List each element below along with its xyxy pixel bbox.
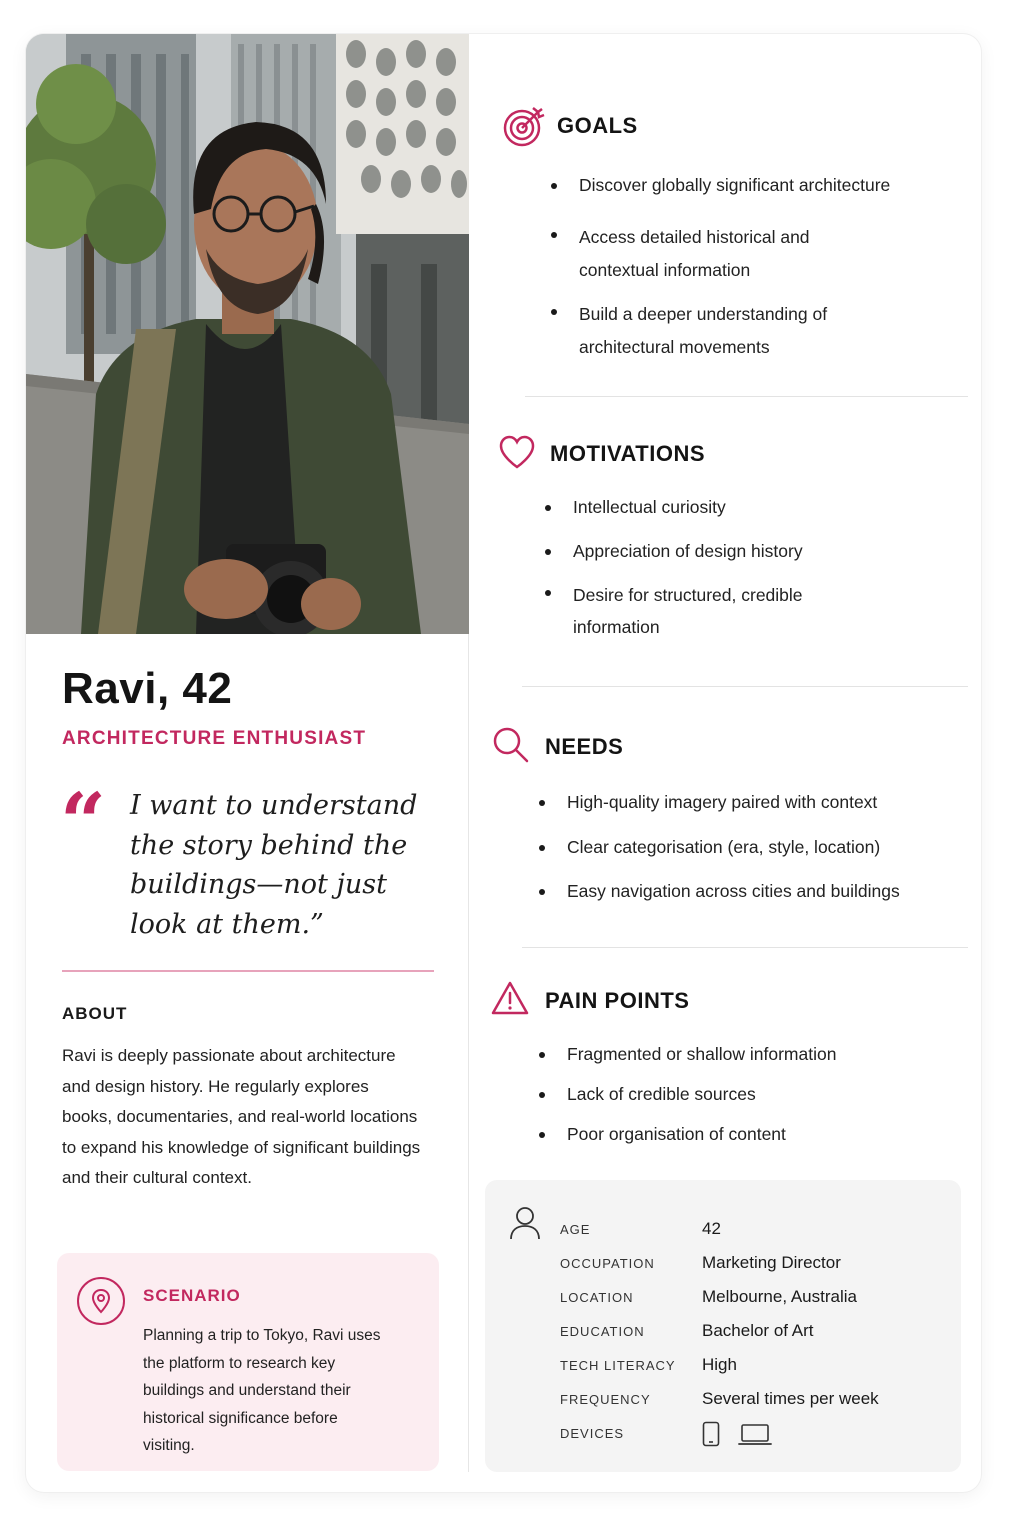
goals-list — [551, 172, 951, 364]
list-item: Easy navigation across cities and buildings — [539, 878, 959, 904]
needs-title: NEEDS — [545, 734, 624, 759]
info-value: Marketing Director — [702, 1253, 841, 1272]
list-item: Fragmented or shallow information — [539, 1041, 959, 1067]
info-label: FREQUENCY — [560, 1392, 651, 1407]
warning-icon — [491, 980, 529, 1021]
info-row-occupation — [560, 1253, 950, 1273]
persona-name: Ravi, 42 — [62, 664, 233, 713]
info-row-age — [560, 1219, 950, 1239]
info-value: Bachelor of Art — [702, 1321, 814, 1340]
persona-quote: I want to understand the story behind the buildings—not just look at them.” — [130, 790, 418, 940]
info-row-devices — [560, 1423, 950, 1453]
smartphone-icon — [702, 1421, 720, 1452]
list-item: Desire for structured, credible information — [545, 579, 845, 643]
scenario-text: Planning a trip to Tokyo, Ravi uses the platform to research key buildings and understand their historical significance before visiting. — [143, 1327, 381, 1454]
info-label: TECH LITERACY — [560, 1358, 676, 1373]
user-icon — [509, 1206, 541, 1245]
list-item: Discover globally significant architecture — [551, 172, 951, 198]
about-text: Ravi is deeply passionate about architecture and design history. He regularly explores books, documentaries, and real-world locations to expand his knowledge of significant buildings and their cultural context. — [62, 1046, 421, 1187]
list-item: Access detailed historical and contextual information — [551, 221, 871, 287]
info-label: DEVICES — [560, 1426, 625, 1441]
info-row-frequency — [560, 1389, 950, 1409]
scenario-heading: SCENARIO — [143, 1286, 241, 1305]
info-label: AGE — [560, 1222, 591, 1237]
info-value: Several times per week — [702, 1389, 879, 1408]
persona-role: ARCHITECTURE ENTHUSIAST — [62, 728, 367, 749]
heart-icon — [498, 434, 536, 475]
motivations-list — [545, 494, 945, 643]
info-row-education — [560, 1321, 950, 1341]
location-pin-icon — [77, 1277, 125, 1325]
about-heading: ABOUT — [62, 1004, 128, 1023]
info-row-location — [560, 1287, 950, 1307]
info-label: OCCUPATION — [560, 1256, 655, 1271]
info-label: LOCATION — [560, 1290, 634, 1305]
list-item: Appreciation of design history — [545, 538, 945, 564]
needs-list — [539, 789, 959, 904]
persona-card — [26, 34, 981, 1492]
quote-divider — [62, 970, 434, 972]
left-column — [26, 34, 469, 1492]
list-item: Poor organisation of content — [539, 1121, 959, 1147]
list-item: Build a deeper understanding of architectural movements — [551, 298, 871, 364]
info-value: High — [702, 1355, 737, 1374]
list-item: High-quality imagery paired with context — [539, 789, 959, 815]
pain-points-list — [539, 1041, 959, 1147]
laptop-icon — [738, 1423, 772, 1452]
section-divider — [522, 686, 968, 687]
target-icon — [502, 104, 546, 153]
list-item: Clear categorisation (era, style, location) — [539, 834, 959, 860]
list-item: Intellectual curiosity — [545, 494, 945, 520]
list-item: Lack of credible sources — [539, 1081, 959, 1107]
info-label: EDUCATION — [560, 1324, 645, 1339]
info-value: Melbourne, Australia — [702, 1287, 857, 1306]
search-icon — [492, 726, 530, 769]
motivations-title: MOTIVATIONS — [550, 441, 706, 466]
goals-title: GOALS — [557, 113, 638, 138]
demographics-box — [485, 1180, 961, 1472]
section-divider — [522, 947, 968, 948]
section-divider — [525, 396, 968, 397]
right-column — [469, 34, 981, 1492]
info-value: 42 — [702, 1219, 721, 1238]
quote-mark: “ — [60, 775, 107, 869]
pain-points-title: PAIN POINTS — [545, 988, 690, 1013]
info-row-tech-literacy — [560, 1355, 950, 1375]
persona-photo — [26, 34, 469, 634]
persona-photo-illustration — [26, 34, 469, 634]
scenario-box — [57, 1253, 439, 1471]
